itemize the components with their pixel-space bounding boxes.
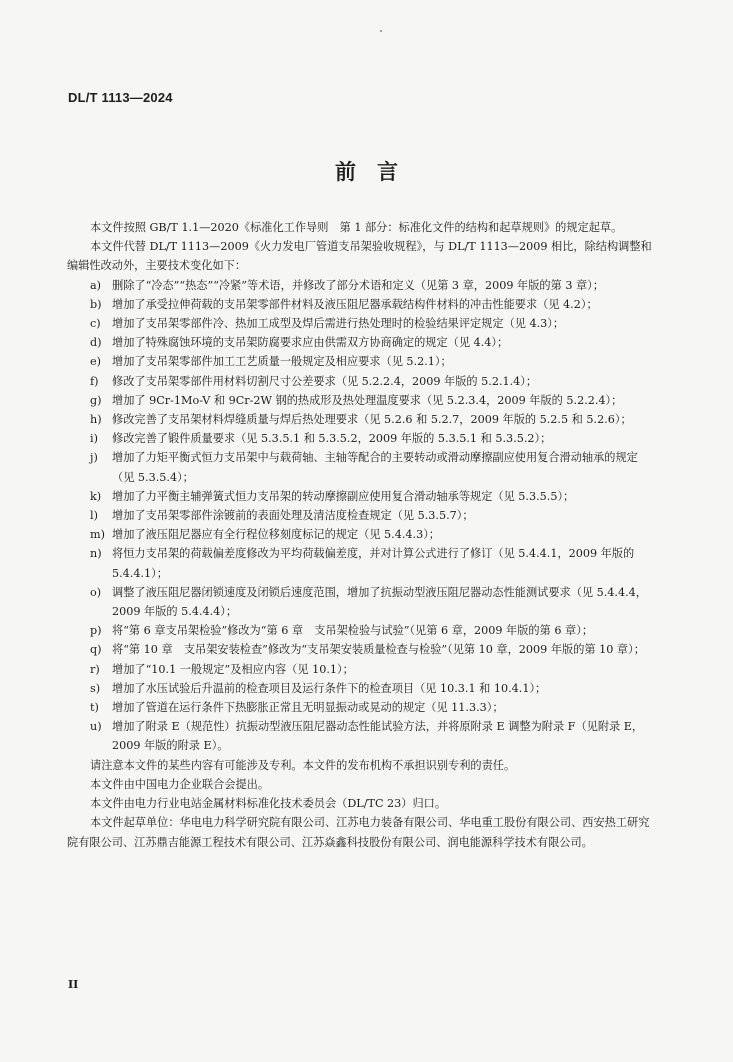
change-item-label: o) [90,585,102,599]
closing-paragraph: 本文件由中国电力企业联合会提出。 [90,777,270,791]
change-item [90,640,655,659]
change-item-label: p) [90,624,102,638]
change-item-text: 增加了力矩平衡式恒力支吊架中与载荷轴、主轴等配合的主要转动或滑动摩擦副应使用复合滑动轴承的规定（见 5.3.5.4）； [112,451,638,484]
change-item-text: 增加了支吊架零部件加工工艺质量一般规定及相应要求（见 5.2.1）； [112,355,452,369]
change-item-text: 修改了支吊架零部件用材料切割尺寸公差要求（见 5.2.2.4，2009 年版的 5.2.1.4）； [112,374,538,388]
change-item-text: 增加了力平衡主辅弹簧式恒力支吊架的转动摩擦副应使用复合滑动轴承等规定（见 5.3.5.5）； [112,489,575,503]
change-item-label: f) [90,374,99,388]
change-item-text: 增加了“10.1 一般规定”及相应内容（见 10.1）； [112,662,354,676]
change-item-text: 增加了支吊架零部件冷、热加工成型及焊后需进行热处理时的检验结果评定规定（见 4.3）； [112,317,565,331]
change-item [90,295,655,314]
change-item-text: 增加了水压试验后升温前的检查项目及运行条件下的检查项目（见 10.3.1 和 10.4.1）； [112,681,547,695]
change-item [90,276,655,295]
change-item [90,583,655,621]
change-item [90,525,655,544]
change-item-label: q) [90,643,102,657]
page-number: II [68,978,79,991]
change-item-label: b) [90,297,102,311]
intro-paragraph: 本文件代替 DL/T 1113—2009《火力发电厂管道支吊架验收规程》，与 DL/T 1113—2009 相比，除结构调整和编辑性改动外，主要技术变化如下： [67,240,652,273]
scan-speck [380,30,382,32]
document-code: DL/T 1113—2024 [68,90,173,105]
change-item-text: 修改完善了锻件质量要求（见 5.3.5.1 和 5.3.5.2，2009 年版的 5.3.5.1 和 5.3.5.2）； [112,432,552,446]
change-item [90,621,655,640]
change-item [90,448,655,486]
change-item [90,429,655,448]
change-item-text: 调整了液压阻尼器闭锁速度及闭锁后速度范围，增加了抗振动型液压阻尼器动态性能测试要求（见 5.4.4.4，2009 年版的 5.4.4.4）； [112,585,647,619]
change-item-label: n) [90,547,102,561]
change-item-label: j) [90,451,98,465]
change-item-text: 将“第 6 章支吊架检验”修改为“第 6 章 支吊架检验与试验”（见第 6 章，2009 年版的第 6 章）； [112,624,594,638]
change-item-text: 增加了液压阻尼器应有全行程位移刻度标记的规定（见 5.4.4.3）； [112,528,440,542]
change-item [90,314,655,333]
change-item-text: 将恒力支吊架的荷载偏差度修改为平均荷载偏差度，并对计算公式进行了修订（见 5.4.4.1，2009 年版的 5.4.4.1）； [112,547,635,580]
change-item-text: 增加了管道在运行条件下热膨胀正常且无明显振动或晃动的规定（见 11.3.3）； [112,701,504,715]
change-item-label: a) [90,278,102,292]
change-item-label: k) [90,489,102,503]
change-item-text: 删除了“冷态”“热态”“冷紧”等术语，并修改了部分术语和定义（见第 3 章，2009 年版的第 3 章）； [112,278,604,292]
change-item [90,506,655,525]
change-item [90,352,655,371]
change-item-label: d) [90,336,102,350]
change-item-label: t) [90,701,99,715]
change-item-label: l) [90,509,98,523]
closing-paragraph: 请注意本文件的某些内容有可能涉及专利。本文件的发布机构不承担识别专利的责任。 [90,758,516,772]
change-item-text: 增加了附录 E（规范性）抗振动型液压阻尼器动态性能试验方法，并将原附录 E 调整为附录 F（见附录 E，2009 年版的附录 E）。 [112,720,644,753]
change-item-label: h) [90,413,102,427]
change-item [90,544,655,582]
change-item [90,698,655,717]
change-item-label: u) [90,720,102,734]
change-item-text: 将“第 10 章 支吊架安装检查”修改为“支吊架安装质量检查与检验”（见第 10 章，2009 年版的第 10 章）； [112,643,645,657]
change-item-label: m) [90,528,105,542]
change-item [90,679,655,698]
change-item-text: 增加了承受拉伸荷载的支吊架零部件材料及液压阻尼器承载结构件材料的冲击性能要求（见 4.2）； [112,297,598,311]
change-item-label: r) [90,662,100,676]
document-body [67,218,655,852]
intro-paragraph: 本文件按照 GB/T 1.1—2020《标准化工作导则 第 1 部分：标准化文件的结构和起草规则》的规定起草。 [90,221,623,234]
change-item-text: 增加了 9Cr-1Mo-V 和 9Cr-2W 钢的热成形及热处理温度要求（见 5.2.3.4，2009 年版的 5.2.2.4）； [112,393,623,407]
change-item [90,660,655,679]
page-title: 前 言 [335,160,398,184]
change-item [90,487,655,506]
change-item [90,333,655,352]
change-item [90,372,655,391]
drafting-units-paragraph: 本文件起草单位：华电电力科学研究院有限公司、江苏电力装备有限公司、华电重工股份有限公司、西安热工研究院有限公司、江苏鼎吉能源工程技术有限公司、江苏焱鑫科技股份有限公司、润电能源科学技术有限公司。 [67,816,650,849]
change-item-label: s) [90,681,101,695]
change-item-label: e) [90,355,101,369]
technical-changes-list [67,276,655,756]
change-item-label: c) [90,317,101,331]
change-item-text: 增加了特殊腐蚀环境的支吊架防腐要求应由供需双方协商确定的规定（见 4.4）； [112,336,509,350]
change-item [90,717,655,755]
change-item-label: i) [90,432,98,446]
change-item-text: 修改完善了支吊架材料焊缝质量与焊后热处理要求（见 5.2.6 和 5.2.7，2009 年版的 5.2.5 和 5.2.6）； [112,413,632,427]
change-item-label: g) [90,393,102,407]
change-item [90,391,655,410]
closing-paragraph: 本文件由电力行业电站金属材料标准化技术委员会（DL/TC 23）归口。 [90,797,447,811]
change-item [90,410,655,429]
change-item-text: 增加了支吊架零部件涂镀前的表面处理及清洁度检查规定（见 5.3.5.7）； [112,509,474,523]
